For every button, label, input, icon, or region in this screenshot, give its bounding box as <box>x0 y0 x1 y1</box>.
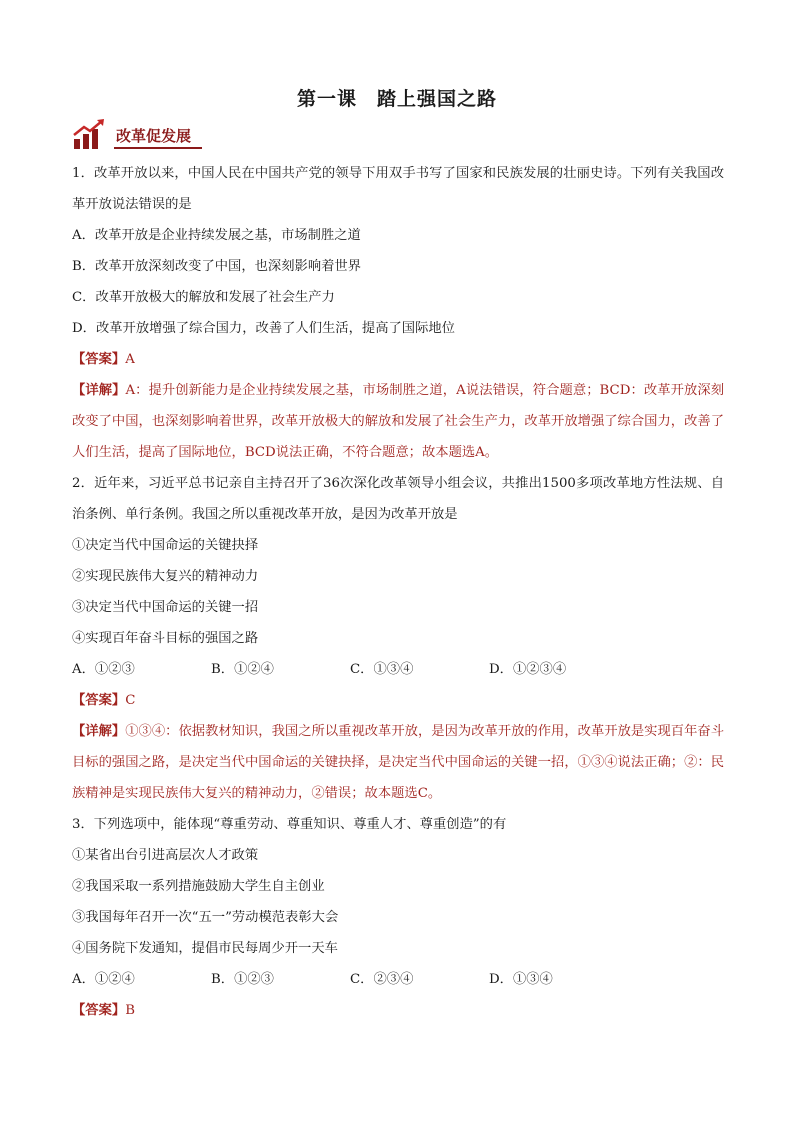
detail-text: ①③④：依据教材知识，我国之所以重视改革开放，是因为改革开放的作用，改革开放是实现百年奋斗目标的强国之路，是决定当代中国命运的关键抉择，是决定当代中国命运的关键一招，①③④说法正确；②：民族精神是实现民族伟大复兴的精神动力，②错误；故本题选C。 <box>72 724 725 801</box>
question-3-choices <box>72 964 724 995</box>
detail-tag: 【详解】 <box>72 383 126 398</box>
question-2-stem: 2．近年来，习近平总书记亲自主持召开了36次深化改革领导小组会议，共推出1500多项改革地方性法规、自治条例、单行条例。我国之所以重视改革开放，是因为改革开放是 <box>72 476 724 522</box>
answer-value: A <box>125 352 135 367</box>
question-3-stem: 3．下列选项中，能体现“尊重劳动、尊重知识、尊重人才、尊重创造”的有 <box>72 817 507 832</box>
choice-d: D．①②③④ <box>489 662 567 677</box>
choice-d: D．①③④ <box>489 972 553 987</box>
question-2-detail <box>72 716 724 809</box>
page-title: 第一课 踏上强国之路 <box>296 88 497 110</box>
answer-tag: 【答案】 <box>72 693 126 708</box>
question-1-option-d: D．改革开放增强了综合国力，改善了人们生活，提高了国际地位 <box>72 321 455 336</box>
choice-a: A．①②③ <box>72 662 135 677</box>
question-2-choices <box>72 654 724 685</box>
choice-c: C．②③④ <box>350 972 414 987</box>
question-3-answer <box>72 995 724 1026</box>
question-1-option-c: C．改革开放极大的解放和发展了社会生产力 <box>72 290 335 305</box>
answer-tag: 【答案】 <box>72 352 126 367</box>
question-2-item-3: ③决定当代中国命运的关键一招 <box>72 600 259 615</box>
section-underline <box>114 147 202 149</box>
choice-b: B．①②④ <box>211 662 274 677</box>
question-3-item-4: ④国务院下发通知，提倡市民每周少开一天车 <box>72 941 338 956</box>
question-list <box>72 158 724 1026</box>
question-1-option-b: B．改革开放深刻改变了中国，也深刻影响着世界 <box>72 259 362 274</box>
question-2-item-1: ①决定当代中国命运的关键抉择 <box>72 538 259 553</box>
rising-bar-chart-icon <box>72 117 108 151</box>
answer-value: B <box>125 1003 135 1018</box>
question-2-answer <box>72 685 724 716</box>
question-1-option-a: A．改革开放是企业持续发展之基，市场制胜之道 <box>72 228 361 243</box>
question-1-stem: 1．改革开放以来，中国人民在中国共产党的领导下用双手书写了国家和民族发展的壮丽史诗。下列有关我国改革开放说法错误的是 <box>72 166 724 212</box>
question-2-item-2: ②实现民族伟大复兴的精神动力 <box>72 569 259 584</box>
question-2-item-4: ④实现百年奋斗目标的强国之路 <box>72 631 259 646</box>
question-1-answer <box>72 344 724 375</box>
section-label: 改革促发展 <box>116 127 192 145</box>
question-3-item-1: ①某省出台引进高层次人才政策 <box>72 848 259 863</box>
choice-b: B．①②③ <box>211 972 274 987</box>
question-3-item-2: ②我国采取一系列措施鼓励大学生自主创业 <box>72 879 325 894</box>
section-header <box>72 117 202 151</box>
answer-value: C <box>125 693 136 708</box>
choice-c: C．①③④ <box>350 662 414 677</box>
question-3-item-3: ③我国每年召开一次“五一”劳动模范表彰大会 <box>72 910 339 925</box>
choice-a: A．①②④ <box>72 972 135 987</box>
detail-tag: 【详解】 <box>72 724 126 739</box>
answer-tag: 【答案】 <box>72 1003 126 1018</box>
detail-text: A：提升创新能力是企业持续发展之基，市场制胜之道，A说法错误，符合题意；BCD：改革开放深刻改变了中国，也深刻影响着世界，改革开放极大的解放和发展了社会生产力，改革开放增强了综合国力，改善了人们生活，提高了国际地位，BCD说法正确，不符合题意；故本题选A。 <box>72 383 724 460</box>
question-1-detail <box>72 375 724 468</box>
